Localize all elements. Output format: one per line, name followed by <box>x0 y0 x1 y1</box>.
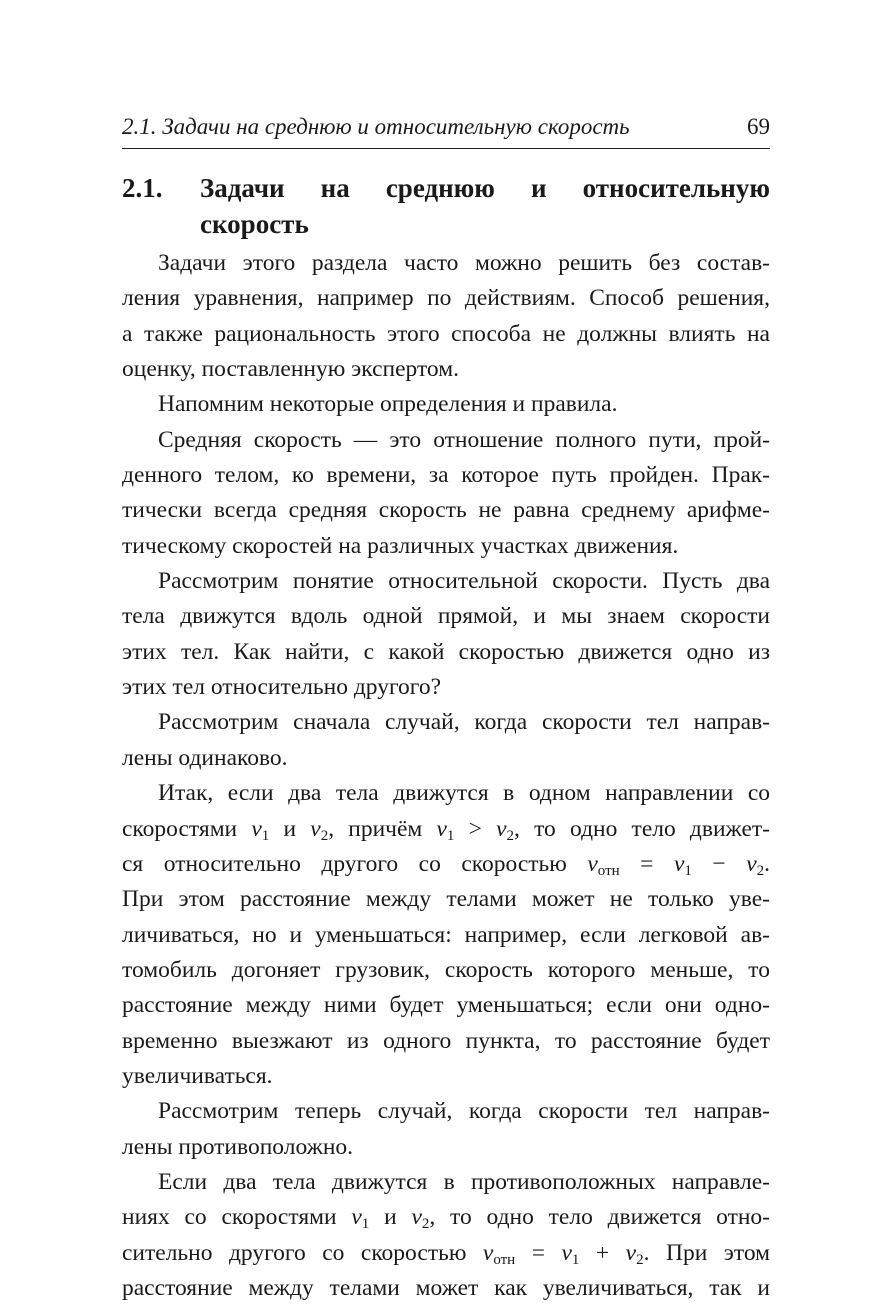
math-symbol: v <box>482 1239 494 1266</box>
text-line <box>122 246 770 281</box>
text-line <box>122 352 770 387</box>
text-line <box>122 493 770 528</box>
math-subscript: 1 <box>684 862 692 879</box>
math-subscript: 1 <box>261 827 270 844</box>
text-segment: − <box>691 850 747 877</box>
text-segment: лены одинаково. <box>122 744 288 771</box>
text-line <box>122 1271 770 1306</box>
text-line <box>122 1094 770 1129</box>
math-variable <box>411 1204 430 1233</box>
text-segment: , то одно тело движет- <box>514 815 770 842</box>
text-segment: увеличиваться. <box>122 1062 273 1089</box>
math-variable <box>746 851 764 877</box>
text-line <box>122 423 770 458</box>
text-segment: томобиль догоняет грузовик, скорость которого меньше, то <box>122 956 770 983</box>
math-subscript: 2 <box>756 862 765 879</box>
math-symbol: v <box>251 815 262 842</box>
text-segment: Задачи этого раздела часто можно решить без состав- <box>158 250 770 276</box>
text-segment: тическому скоростей на различных участках движения. <box>122 532 679 559</box>
text-segment: + <box>579 1239 626 1266</box>
math-variable <box>587 851 619 877</box>
text-line <box>122 635 770 670</box>
text-line <box>122 599 770 634</box>
text-line <box>122 529 770 564</box>
math-subscript: 2 <box>421 1216 430 1233</box>
text-segment: скоростями <box>122 815 252 842</box>
text-segment: сительно другого со скоростью <box>122 1239 483 1266</box>
text-segment: , причём <box>328 815 437 842</box>
text-line <box>122 812 770 847</box>
math-symbol: v <box>310 815 321 842</box>
math-symbol: v <box>673 850 685 877</box>
text-line <box>122 741 770 776</box>
text-segment: Рассмотрим сначала случай, когда скорости тел направ- <box>158 709 770 736</box>
text-segment: Рассмотрим понятие относительной скорости. Пусть два <box>158 568 770 595</box>
text-line <box>122 1165 770 1200</box>
math-subscript: 2 <box>320 827 329 844</box>
text-line <box>122 1236 770 1271</box>
text-segment: Средняя скорость — это отношение полного пути, прой- <box>158 426 770 453</box>
section-title-line2: скорость <box>200 209 309 239</box>
text-line <box>122 1024 770 1059</box>
math-variable <box>483 1240 515 1266</box>
running-header-title: 2.1. Задачи на среднюю и относительную скорость <box>122 114 630 139</box>
math-variable <box>436 816 454 842</box>
text-line <box>122 1059 770 1094</box>
text-line <box>122 1130 770 1165</box>
math-symbol: v <box>496 815 507 842</box>
text-segment: . При этом <box>643 1239 770 1266</box>
text-segment: тически всегда средняя скорость не равна среднему арифме- <box>122 497 770 524</box>
text-segment: ниях со скоростями <box>122 1204 352 1231</box>
text-segment: ся относительно другого со скоростью <box>122 850 588 877</box>
math-symbol: v <box>351 1204 362 1231</box>
text-line <box>122 670 770 705</box>
math-variable <box>626 1240 644 1266</box>
text-segment: временно выезжают из одного пункта, то расстояние будет <box>122 1027 770 1054</box>
section-number: 2.1. <box>122 173 163 203</box>
math-variable <box>561 1240 579 1266</box>
text-line <box>122 564 770 599</box>
text-segment: расстояние между телами может как увеличиваться, так и <box>122 1274 770 1301</box>
text-segment: = <box>515 1239 562 1266</box>
math-subscript: 1 <box>361 1216 370 1233</box>
text-segment: этих тел относительно другого? <box>122 674 442 701</box>
text-segment: денного телом, ко времени, за которое путь пройден. Прак- <box>122 462 770 489</box>
text-segment: личиваться, но и уменьшаться: например, если легковой ав- <box>122 921 770 948</box>
math-subscript: 1 <box>571 1251 580 1268</box>
text-segment: и <box>269 815 311 842</box>
text-segment: этих тел. Как найти, с какой скоростью движется одно из <box>122 638 770 665</box>
math-variable <box>351 1204 370 1233</box>
page-number: 69 <box>747 114 770 139</box>
text-line <box>122 281 770 316</box>
text-segment: тела движутся вдоль одной прямой, и мы знаем скорости <box>122 603 770 630</box>
math-symbol: v <box>561 1239 572 1266</box>
math-subscript: отн <box>597 862 620 879</box>
text-segment: > <box>454 815 497 842</box>
text-line <box>122 705 770 740</box>
text-line <box>122 776 770 811</box>
math-subscript: 2 <box>636 1251 644 1268</box>
math-symbol: v <box>746 850 757 877</box>
text-line <box>122 953 770 988</box>
running-header <box>122 114 770 140</box>
text-segment: При этом расстояние между телами может не только уве- <box>122 886 770 913</box>
text-line <box>122 882 770 917</box>
text-line <box>122 918 770 953</box>
text-segment: а также рациональность этого способа не должны влиять на <box>122 320 770 347</box>
math-symbol: v <box>625 1239 637 1266</box>
section-title-line1: Задачи на среднюю и относительную <box>200 173 770 203</box>
text-segment: лены противоположно. <box>122 1133 354 1160</box>
text-segment: расстояние между ними будет уменьшаться; если они одно- <box>122 992 770 1019</box>
text-segment: Если два тела движутся в противоположных направле- <box>158 1168 770 1195</box>
text-segment: = <box>619 850 674 877</box>
math-variable <box>496 816 514 842</box>
text-segment: ления уравнения, например по действиям. Способ решения, <box>122 285 770 312</box>
text-segment: . <box>764 850 770 877</box>
math-subscript: 1 <box>446 827 455 844</box>
math-variable <box>310 816 328 842</box>
text-segment: Рассмотрим теперь случай, когда скорости тел направ- <box>158 1098 770 1125</box>
math-variable <box>674 851 692 877</box>
body-text <box>122 246 770 1306</box>
text-line <box>122 1200 770 1235</box>
text-segment: оценку, поставленную экспертом. <box>122 356 459 383</box>
math-subscript: отн <box>493 1251 516 1268</box>
text-line <box>122 847 770 882</box>
math-symbol: v <box>436 815 447 842</box>
section-heading <box>122 170 770 242</box>
text-segment: Итак, если два тела движутся в одном направлении со <box>158 780 770 807</box>
math-subscript: 2 <box>506 827 515 844</box>
text-line <box>122 387 770 422</box>
text-line <box>122 317 770 352</box>
math-variable <box>251 816 269 842</box>
text-line <box>122 458 770 493</box>
math-symbol: v <box>587 850 598 877</box>
text-segment: , то одно тело движется отно- <box>429 1204 770 1231</box>
text-line <box>122 988 770 1023</box>
header-rule <box>122 148 770 149</box>
math-symbol: v <box>411 1204 422 1231</box>
text-segment: и <box>369 1204 412 1231</box>
text-segment: Напомним некоторые определения и правила. <box>158 391 618 418</box>
